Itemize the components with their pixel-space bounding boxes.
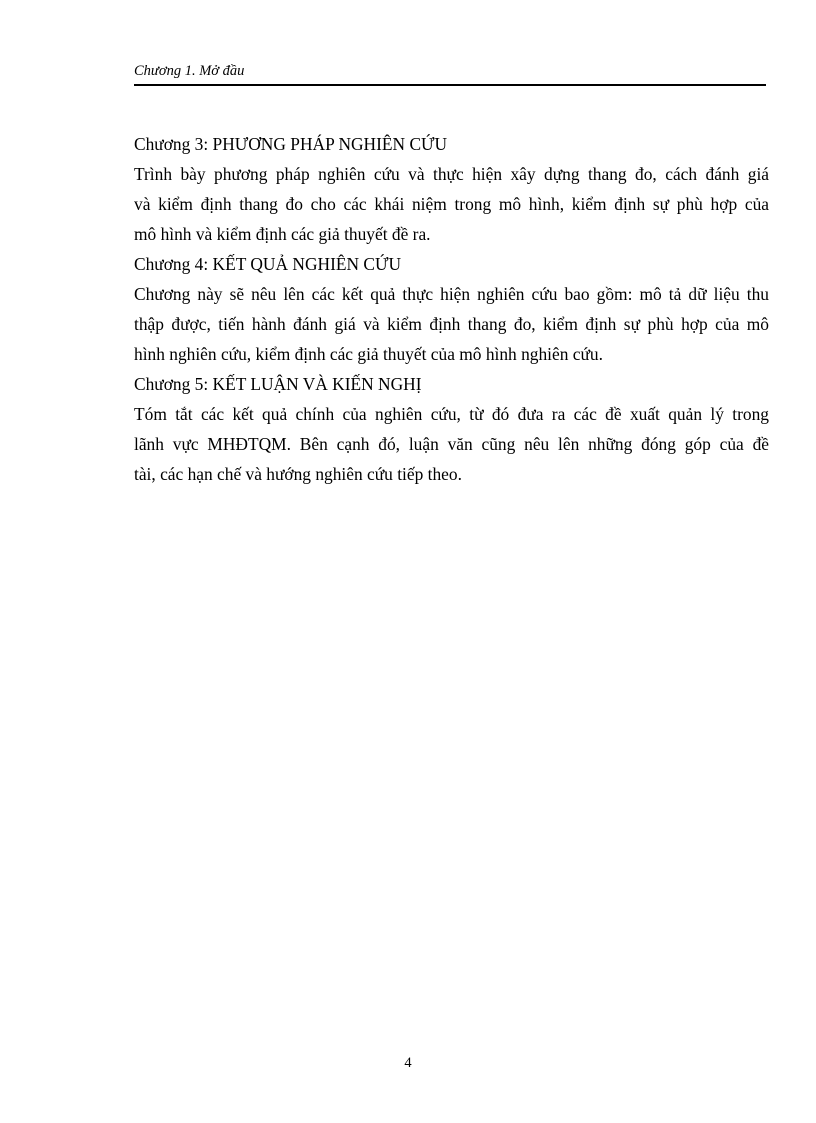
running-header: Chương 1. Mở đầu [134, 63, 245, 79]
paragraph-line: lãnh vực MHĐTQM. Bên cạnh đó, luận văn cũng nêu lên những đóng góp của đề [134, 434, 769, 454]
section-heading: Chương 3: PHƯƠNG PHÁP NGHIÊN CỨU [134, 134, 448, 154]
section-heading: Chương 4: KẾT QUẢ NGHIÊN CỨU [134, 254, 402, 274]
section-chapter-3 [134, 129, 769, 249]
paragraph-line: Tóm tắt các kết quả chính của nghiên cứu, từ đó đưa ra các đề xuất quản lý trong [134, 404, 769, 424]
page-body [134, 129, 769, 489]
section-chapter-5 [134, 369, 769, 489]
paragraph-line: Trình bày phương pháp nghiên cứu và thực hiện xây dựng thang đo, cách đánh giá [134, 164, 769, 184]
section-chapter-4 [134, 249, 769, 369]
paragraph-line: tài, các hạn chế và hướng nghiên cứu tiếp theo. [134, 464, 462, 484]
section-paragraph [134, 399, 769, 489]
section-paragraph [134, 279, 769, 369]
section-paragraph [134, 159, 769, 249]
paragraph-line: thập được, tiến hành đánh giá và kiểm định thang đo, kiểm định sự phù hợp của mô [134, 314, 769, 334]
paragraph-line: mô hình và kiểm định các giả thuyết đề ra. [134, 224, 431, 244]
page-number: 4 [404, 1055, 412, 1071]
paragraph-line: và kiểm định thang đo cho các khái niệm trong mô hình, kiểm định sự phù hợp của [134, 194, 769, 214]
header-rule [134, 84, 766, 86]
section-heading: Chương 5: KẾT LUẬN VÀ KIẾN NGHỊ [134, 374, 422, 394]
paragraph-line: Chương này sẽ nêu lên các kết quả thực hiện nghiên cứu bao gồm: mô tả dữ liệu thu [134, 284, 769, 304]
paragraph-line: hình nghiên cứu, kiểm định các giả thuyết của mô hình nghiên cứu. [134, 344, 603, 364]
